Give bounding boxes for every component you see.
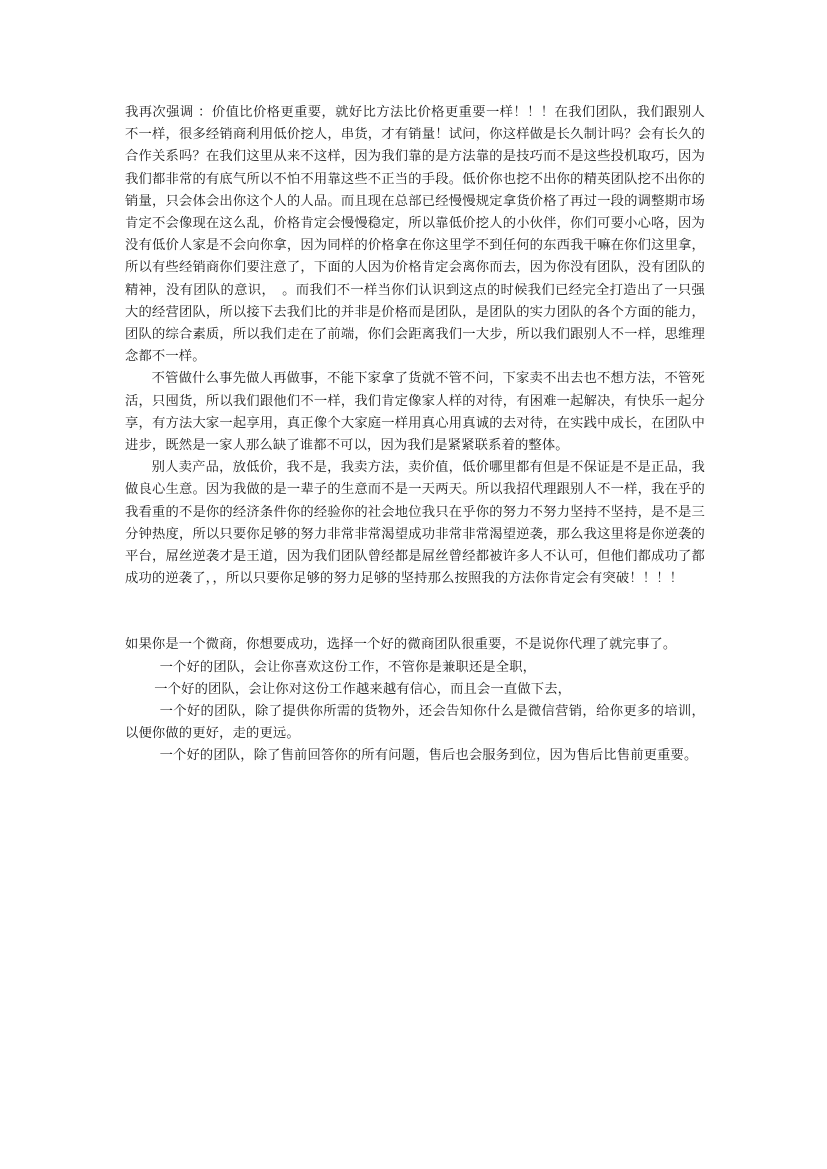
document-body	[125, 102, 705, 768]
paragraph-good-team-confidence: 一个好的团队，会让你对这份工作越来越有信心，而且会一直做下去，	[154, 681, 572, 697]
section-spacer	[125, 590, 705, 634]
paragraph-good-team-training: 一个好的团队，除了提供你所需的货物外，还会告知你什么是微信营销，给你更多的培训，以便你做的更好，走的更远。	[125, 704, 705, 742]
paragraph-be-person-first: 不管做什么事先做人再做事，不能下家拿了货就不管不问，下家卖不出去也不想方法，不管死活，只囤货，所以我们跟他们不一样，我们肯定像家人样的对待，有困难一起解决，有快乐一起分享，有方法大家一起享用，真正像个大家庭一样用真心用真诚的去对待，在实践中成长，在团队中进步，既然是一家人那么缺了谁都不可以，因为我们是紧紧联系着的整体。	[125, 371, 705, 454]
paragraph-choose-team: 如果你是一个微商，你想要成功，选择一个好的微商团队很重要，不是说你代理了就完事了。	[125, 637, 677, 653]
paragraph-good-team-enjoy: 一个好的团队，会让你喜欢这份工作，不管你是兼职还是全职，	[159, 659, 537, 675]
paragraph-value-over-price: 我再次强调 ：价值比价格更重要，就好比方法比价格更重要一样！！！在我们团队，我们跟别人不一样，很多经销商利用低价挖人，串货，才有销量！试问，你这样做是长久制计吗？会有长久的合作关系吗？在我们这里从来不这样，因为我们靠的是方法靠的是技巧而不是这些投机取巧，因为我们都非常的有底气所以不怕不用靠这些不正当的手段。低价你也挖不出你的精英团队挖不出你的销量，只会体会出你这个人的人品。而且现在总部已经慢慢规定拿货价格了再过一段的调整期市场肯定不会像现在这么乱，价格肯定会慢慢稳定，所以靠低价挖人的小伙伴，你们可要小心咯，因为没有低价人家是不会向你拿，因为同样的价格拿在你这里学不到任何的东西我干嘛在你们这里拿，所以有些经销商你们要注意了，下面的人因为价格肯定会离你而去，因为你没有团队，没有团队的精神，没有团队的意识， 。而我们不一样当你们认识到这点的时候我们已经完全打造出了一只强大的经营团队，所以接下去我们比的并非是价格而是团队，是团队的实力团队的各个方面的能力，团队的综合素质，所以我们走在了前端，你们会距离我们一大步，所以我们跟别人不一样，思维理念都不一样。	[125, 105, 705, 365]
paragraph-good-team-service: 一个好的团队，除了售前回答你的所有问题，售后也会服务到位，因为售后比售前更重要。	[159, 748, 698, 764]
paragraph-sell-method: 别人卖产品，放低价，我不是，我卖方法，卖价值，低价哪里都有但是不保证是不是正品，我做良心生意。因为我做的是一辈子的生意而不是一天两天。所以我招代理跟别人不一样，我在乎的我看重的不是你的经济条件你的经验你的社会地位我只在乎你的努力不努力坚持不坚持，是不是三分钟热度，所以只要你足够的努力非常非常渴望成功非常非常渴望逆袭，那么我这里将是你逆袭的平台，屌丝逆袭才是王道，因为我们团队曾经都是屌丝曾经都被许多人不认可，但他们都成功了都成功的逆袭了，，所以只要你足够的努力足够的坚持那么按照我的方法你肯定会有突破！！！！	[125, 460, 705, 587]
